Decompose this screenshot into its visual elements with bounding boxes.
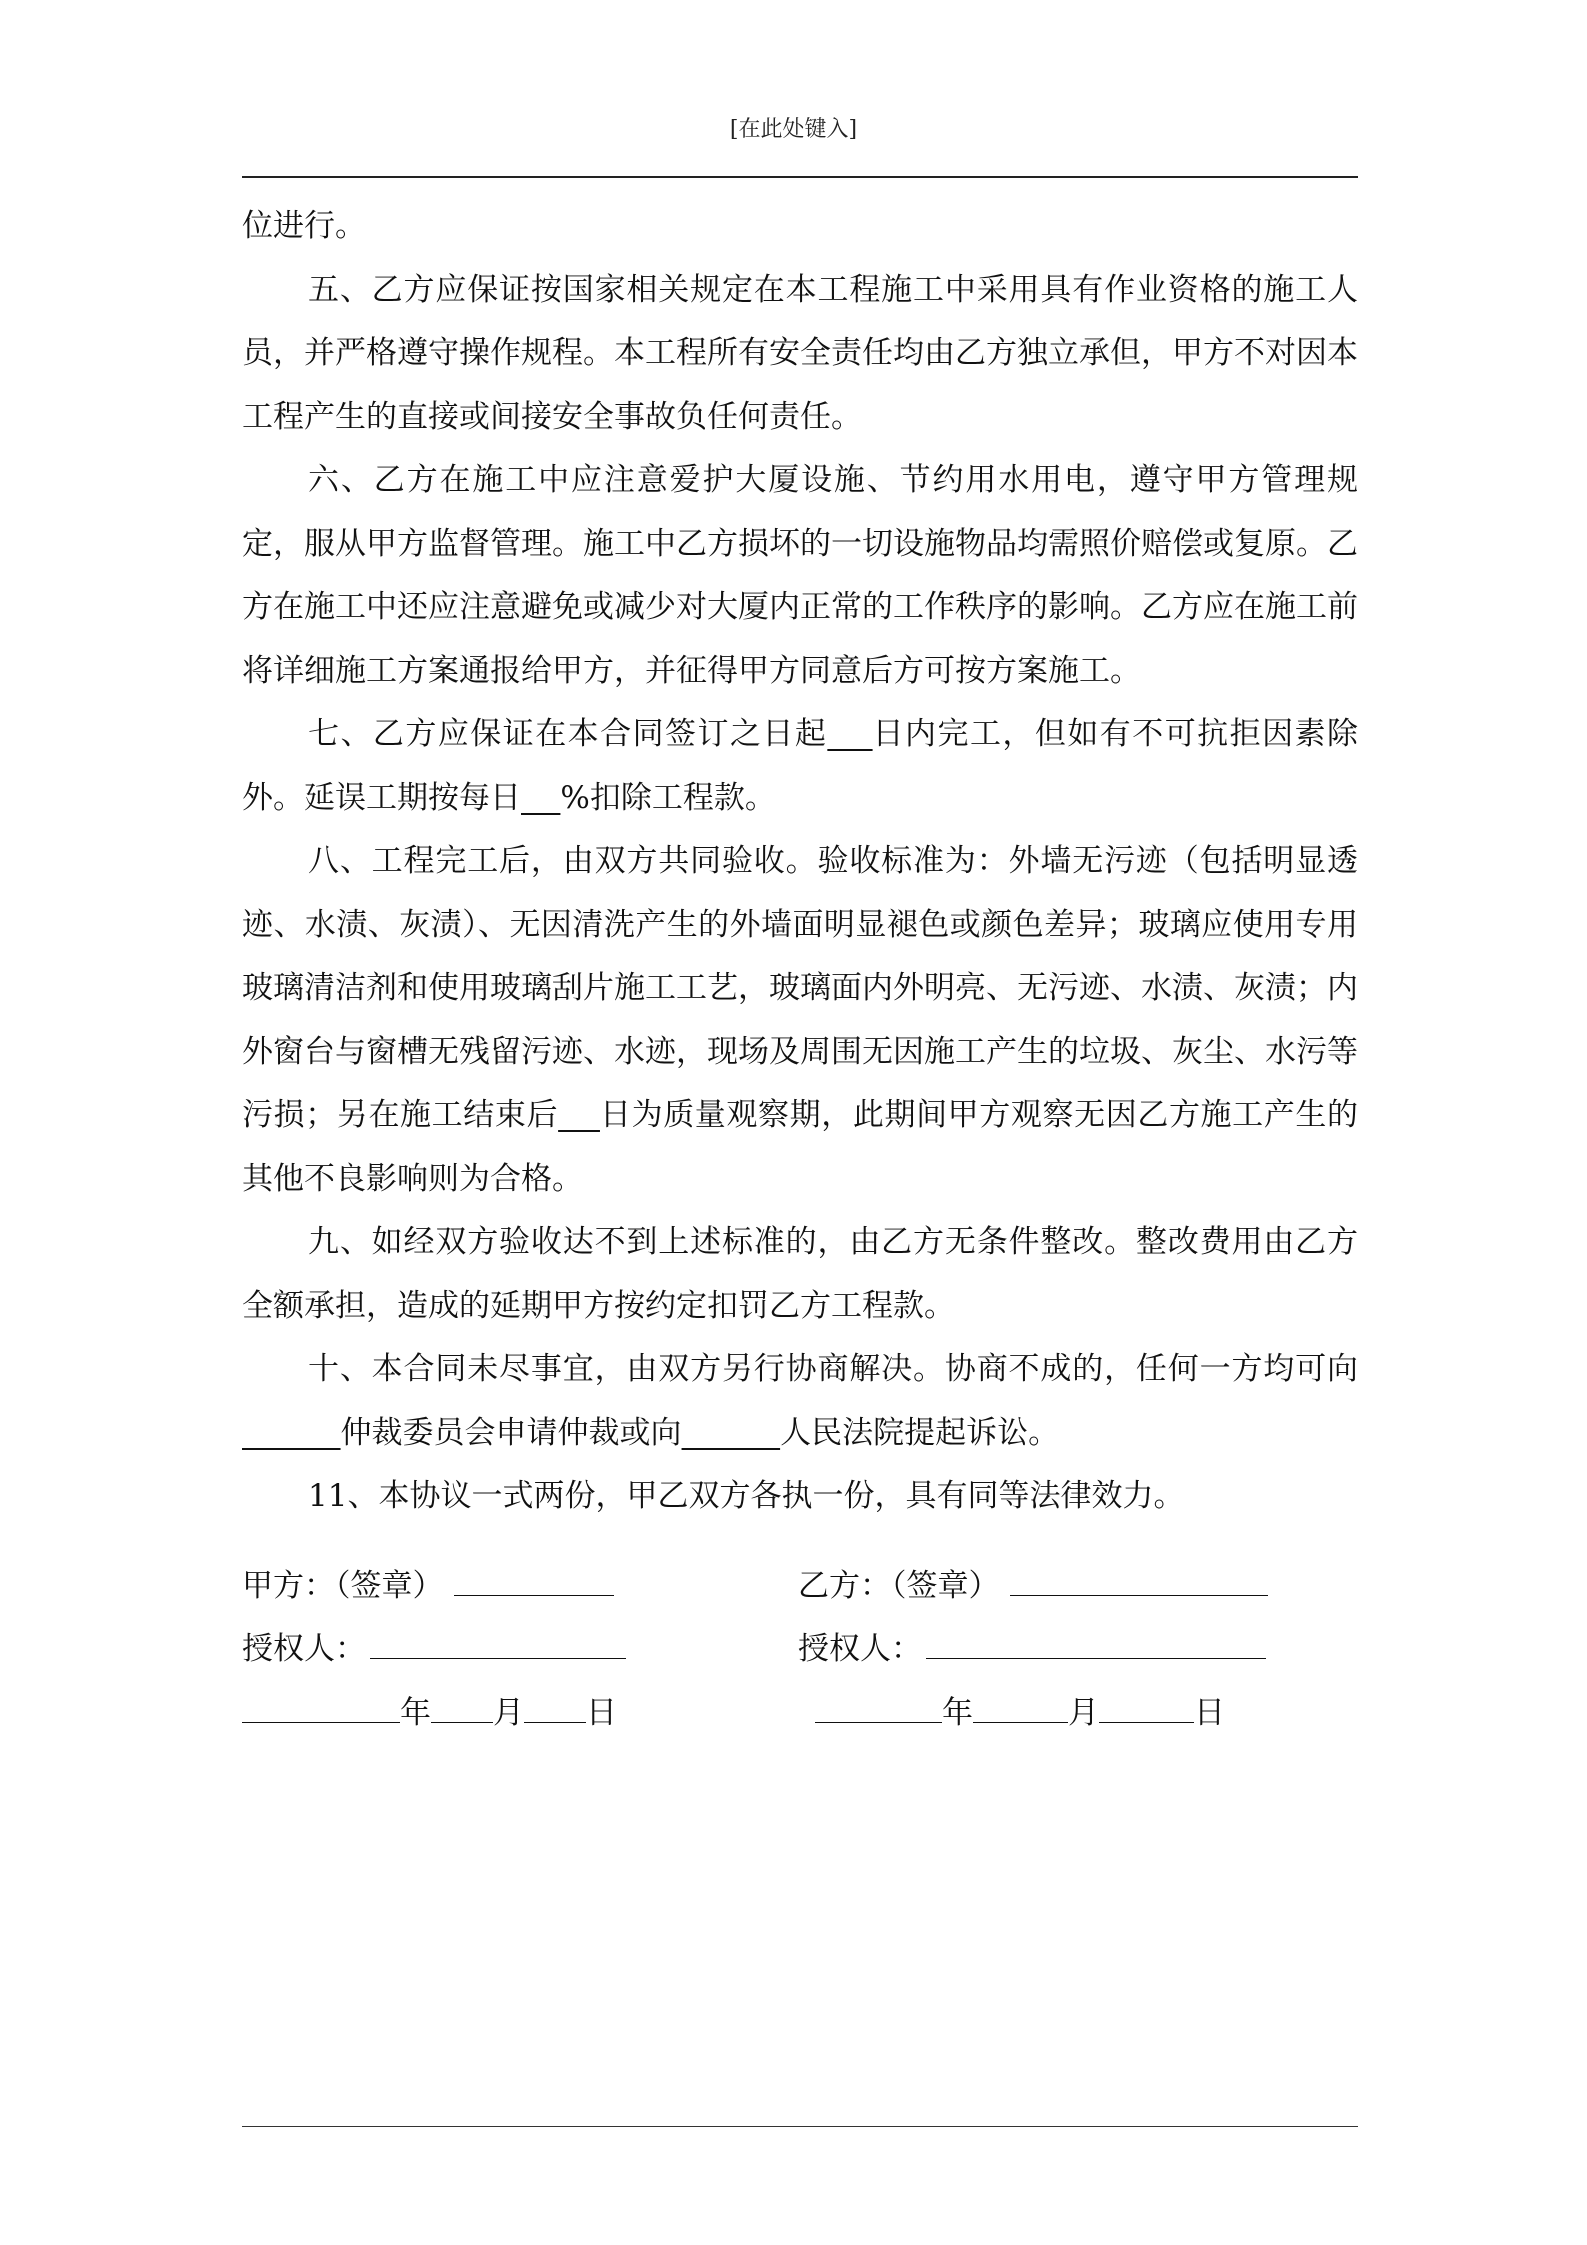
party-a-day-blank[interactable] — [524, 1692, 586, 1723]
clause-11: 11、本协议一式两份，甲乙双方各执一份，具有同等法律效力。 — [308, 1478, 1185, 1514]
header-rule — [242, 176, 1358, 178]
party-b-year-blank[interactable] — [815, 1692, 942, 1723]
party-b-year-label: 年 — [942, 1695, 973, 1731]
penalty-percent-blank[interactable] — [521, 780, 560, 816]
clause-5: 五、乙方应保证按国家相关规定在本工程施工中采用具有作业资格的施工人员，并严格遵守操作规程。本工程所有安全责任均由乙方独立承但，甲方不对因本工程产生的直接或间接安全事故负任何责任。 — [242, 271, 1358, 435]
footer-rule — [242, 2126, 1358, 2127]
party-b-month-label: 月 — [1068, 1695, 1099, 1731]
party-b-day-label: 日 — [1194, 1695, 1225, 1731]
party-a-authorizer-row — [242, 1628, 626, 1669]
clause-10-text-1: 十、本合同未尽事宜，由双方另行协商解决。协商不成的，任何一方均可向 — [308, 1351, 1358, 1387]
clause-8-text-1: 八、工程完工后，由双方共同验收。验收标准为：外墙无污迹（包括明显透迹、水渍、灰渍）、无因清洗产生的外墙面明显褪色或颜色差异；玻璃应使用专用玻璃清洁剂和使用玻璃刮片施工工艺，玻璃面内外明亮、无污迹、水渍、灰渍；内外窗台与窗槽无残留污迹、水迹，现场及周围无因施工产生的垃圾、灰尘、水污等污损；另在施工结束后 — [242, 843, 1358, 1133]
clause-8-text-2: 日为质量观察期，此期间甲方观察无因乙方施工产生的其他不良影响则为合格。 — [242, 1097, 1359, 1197]
party-a-label: 甲方：（签章） — [242, 1568, 444, 1604]
party-a-signature-line[interactable] — [454, 1565, 614, 1596]
party-b-authorizer-label: 授权人： — [798, 1631, 922, 1667]
paragraph-continuation: 位进行。 — [242, 208, 366, 244]
party-a-year-label: 年 — [400, 1695, 431, 1731]
party-a-year-blank[interactable] — [242, 1692, 400, 1723]
party-a-month-blank[interactable] — [431, 1692, 493, 1723]
party-b-month-blank[interactable] — [973, 1692, 1068, 1723]
party-a-signature-row — [242, 1565, 614, 1606]
party-a-authorizer-label: 授权人： — [242, 1631, 366, 1667]
contract-body — [242, 195, 1358, 1529]
party-b-day-blank[interactable] — [1099, 1692, 1194, 1723]
clause-7-text-2: 日内完工，但如有不可抗拒因素除外。延误工期按每日 — [242, 716, 1359, 816]
clause-10-text-3: 人民法院提起诉讼。 — [780, 1414, 1060, 1451]
party-a-month-label: 月 — [493, 1695, 524, 1731]
party-a-authorizer-line[interactable] — [370, 1628, 626, 1659]
clause-10-text-2: 仲裁委员会申请仲裁或向 — [340, 1414, 682, 1451]
court-name-blank[interactable] — [682, 1415, 781, 1451]
clause-7-text-3: %扣除工程款。 — [560, 779, 776, 816]
party-b-label: 乙方：（签章） — [798, 1568, 1000, 1604]
party-a-day-label: 日 — [586, 1695, 617, 1731]
clause-9: 九、如经双方验收达不到上述标准的，由乙方无条件整改。整改费用由乙方全额承担，造成的延期甲方按约定扣罚乙方工程款。 — [242, 1224, 1358, 1324]
party-a-date-row — [242, 1692, 617, 1733]
page-header: [在此处键入] — [729, 117, 858, 142]
party-b-authorizer-row — [798, 1628, 1266, 1669]
party-b-authorizer-line[interactable] — [926, 1628, 1266, 1659]
clause-6: 六、乙方在施工中应注意爱护大厦设施、节约用水用电，遵守甲方管理规定，服从甲方监督管理。施工中乙方损坏的一切设施物品均需照价赔偿或复原。乙方在施工中还应注意避免或减少对大厦内正常的工作秩序的影响。乙方应在施工前将详细施工方案通报给甲方，并征得甲方同意后方可按方案施工。 — [242, 462, 1358, 689]
clause-8 — [242, 830, 1358, 1211]
clause-7 — [242, 703, 1358, 830]
clause-10 — [242, 1338, 1358, 1465]
party-b-signature-line[interactable] — [1010, 1565, 1268, 1596]
arbitration-committee-blank[interactable] — [242, 1415, 341, 1451]
completion-days-blank[interactable] — [827, 716, 872, 752]
clause-7-text-1: 七、乙方应保证在本合同签订之日起 — [308, 716, 828, 752]
party-b-date-row — [815, 1692, 1225, 1733]
observation-days-blank[interactable] — [558, 1097, 600, 1133]
party-b-signature-row — [798, 1565, 1268, 1606]
